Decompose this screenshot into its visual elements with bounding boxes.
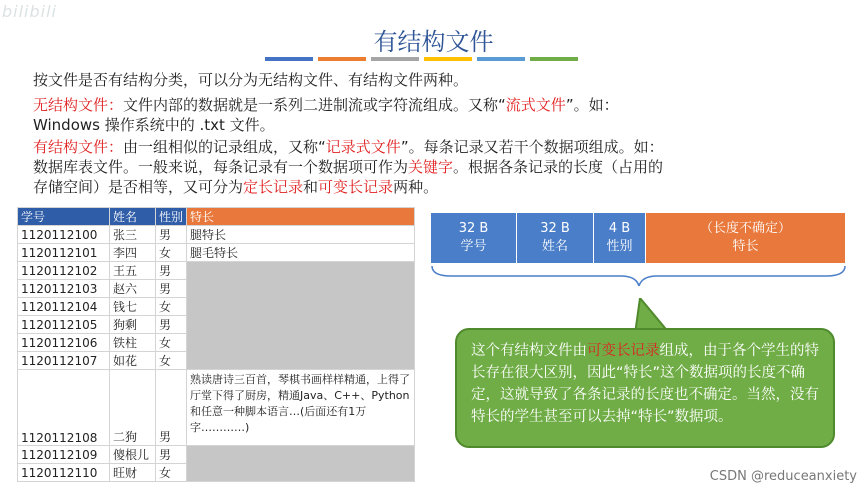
cell-name: 傻根儿: [110, 446, 156, 464]
structured-term: 有结构文件：: [33, 138, 124, 156]
cell-id: 1120112107: [18, 352, 110, 370]
field-size: （长度不确定）: [699, 221, 791, 236]
cell-gender: 女: [156, 352, 187, 370]
structured-end: 两种。: [393, 178, 439, 196]
cell-gender: 男: [156, 316, 187, 334]
cell-gender: 女: [156, 244, 187, 262]
student-table: [17, 207, 415, 482]
cell-id: 1120112110: [18, 464, 110, 482]
stream-file-alias: 流式文件: [505, 96, 566, 114]
header-specialty: 特长: [187, 208, 415, 226]
field-gender: [594, 213, 646, 263]
cell-name: 李四: [110, 244, 156, 262]
cell-id: 1120112109: [18, 446, 110, 464]
field-name: 学号: [460, 239, 487, 254]
cell-name: 二狗: [110, 370, 156, 446]
table-row: [18, 226, 415, 244]
cell-gender: 男: [156, 280, 187, 298]
cell-name: 钱七: [110, 298, 156, 316]
callout-highlight: 可变长记录: [587, 343, 660, 359]
cell-specialty: 腿特长: [187, 226, 415, 244]
cell-name: 狗剩: [110, 316, 156, 334]
cell-gender: 男: [156, 446, 187, 464]
explanation-callout: [455, 328, 835, 448]
title-underline-stripes: [265, 57, 578, 61]
cell-specialty: 腿毛特长: [187, 244, 415, 262]
cell-name: 如花: [110, 352, 156, 370]
table-row: [18, 262, 415, 280]
table-header-row: [18, 208, 415, 226]
record-brace: [431, 266, 846, 286]
structured-line2a: 数据库表文件。一般来说，每条记录有一个数据项可作为: [33, 158, 409, 176]
header-id: 学号: [18, 208, 110, 226]
field-name-block: [517, 213, 594, 263]
cell-name: 张三: [110, 226, 156, 244]
stripe: [477, 57, 525, 61]
empty-specialty-block: [187, 446, 415, 482]
cell-id: 1120112100: [18, 226, 110, 244]
structured-line3a: 存储空间）是否相等，又可分为: [33, 178, 244, 196]
structured-line2b: 。根据各条记录的长度（占用的: [453, 158, 664, 176]
cell-gender: 女: [156, 334, 187, 352]
cell-name: 赵六: [110, 280, 156, 298]
cell-gender: 男: [156, 370, 187, 446]
callout-text: 这个有结构文件由: [471, 343, 587, 359]
field-size: 4 B: [608, 221, 631, 236]
unstructured-file-paragraph: [33, 95, 833, 135]
fixed-length-term: 定长记录: [243, 178, 304, 196]
csdn-watermark: CSDN @reduceanxiety: [709, 469, 857, 484]
field-specialty: [646, 213, 846, 263]
cell-id: 1120112108: [18, 370, 110, 446]
structured-desc-2: ”。每条记录又若干个数据项组成。如：: [400, 138, 664, 156]
stripe: [371, 57, 419, 61]
and-text: 和: [303, 178, 319, 196]
stripe: [318, 57, 366, 61]
field-name: 性别: [606, 239, 633, 254]
cell-name: 王五: [110, 262, 156, 280]
unstructured-example: Windows 操作系统中的 .txt 文件。: [33, 116, 275, 134]
keyword-term: 关键字: [408, 158, 454, 176]
slide-title: 有结构文件: [373, 28, 494, 56]
cell-gender: 女: [156, 464, 187, 482]
structured-desc: 由一组相似的记录组成，又称“: [123, 138, 326, 156]
cell-gender: 男: [156, 262, 187, 280]
cell-id: 1120112102: [18, 262, 110, 280]
unstructured-desc-end: ”。如：: [565, 96, 619, 114]
logo-text: bilibili: [2, 2, 57, 21]
intro-paragraph: 按文件是否有结构分类，可以分为无结构文件、有结构文件两种。: [33, 71, 469, 89]
stripe: [424, 57, 472, 61]
cell-id: 1120112105: [18, 316, 110, 334]
table-row: [18, 446, 415, 464]
stripe: [265, 57, 313, 61]
cell-specialty-long: 熟读唐诗三百首，琴棋书画样样精通，上得了厅堂下得了厨房，精通Java、C++、Python和任意一种脚本语言…(后面还有1万字…………): [187, 370, 415, 446]
cell-name: 旺财: [110, 464, 156, 482]
cell-gender: 女: [156, 298, 187, 316]
cell-id: 1120112101: [18, 244, 110, 262]
field-name: 特长: [732, 239, 759, 254]
cell-gender: 男: [156, 226, 187, 244]
callout-text-rest: 组成，由于各个学生的特长存在很大区别，因此“特长”这个数据项的长度不确定，这就导致了各条记录的长度也不确定。当然，没有特长的学生甚至可以去掉“特长”数据项。: [471, 343, 819, 425]
field-name: 姓名: [541, 239, 568, 254]
cell-name: 铁柱: [110, 334, 156, 352]
unstructured-term: 无结构文件：: [33, 96, 124, 114]
structured-file-paragraph: [33, 137, 833, 197]
stripe: [530, 57, 578, 61]
cell-id: 1120112104: [18, 298, 110, 316]
unstructured-desc: 文件内部的数据就是一系列二进制流或字符流组成。又称“: [123, 96, 506, 114]
cell-id: 1120112103: [18, 280, 110, 298]
header-gender: 性别: [156, 208, 187, 226]
header-name: 姓名: [110, 208, 156, 226]
record-file-alias: 记录式文件: [325, 138, 401, 156]
record-structure: [431, 213, 846, 263]
table-row-long: [18, 370, 415, 446]
cell-id: 1120112106: [18, 334, 110, 352]
variable-length-term: 可变长记录: [318, 178, 394, 196]
field-size: 32 B: [540, 221, 570, 236]
empty-specialty-block: [187, 262, 415, 370]
table-row: [18, 244, 415, 262]
field-size: 32 B: [458, 221, 489, 236]
field-student-id: [431, 213, 517, 263]
